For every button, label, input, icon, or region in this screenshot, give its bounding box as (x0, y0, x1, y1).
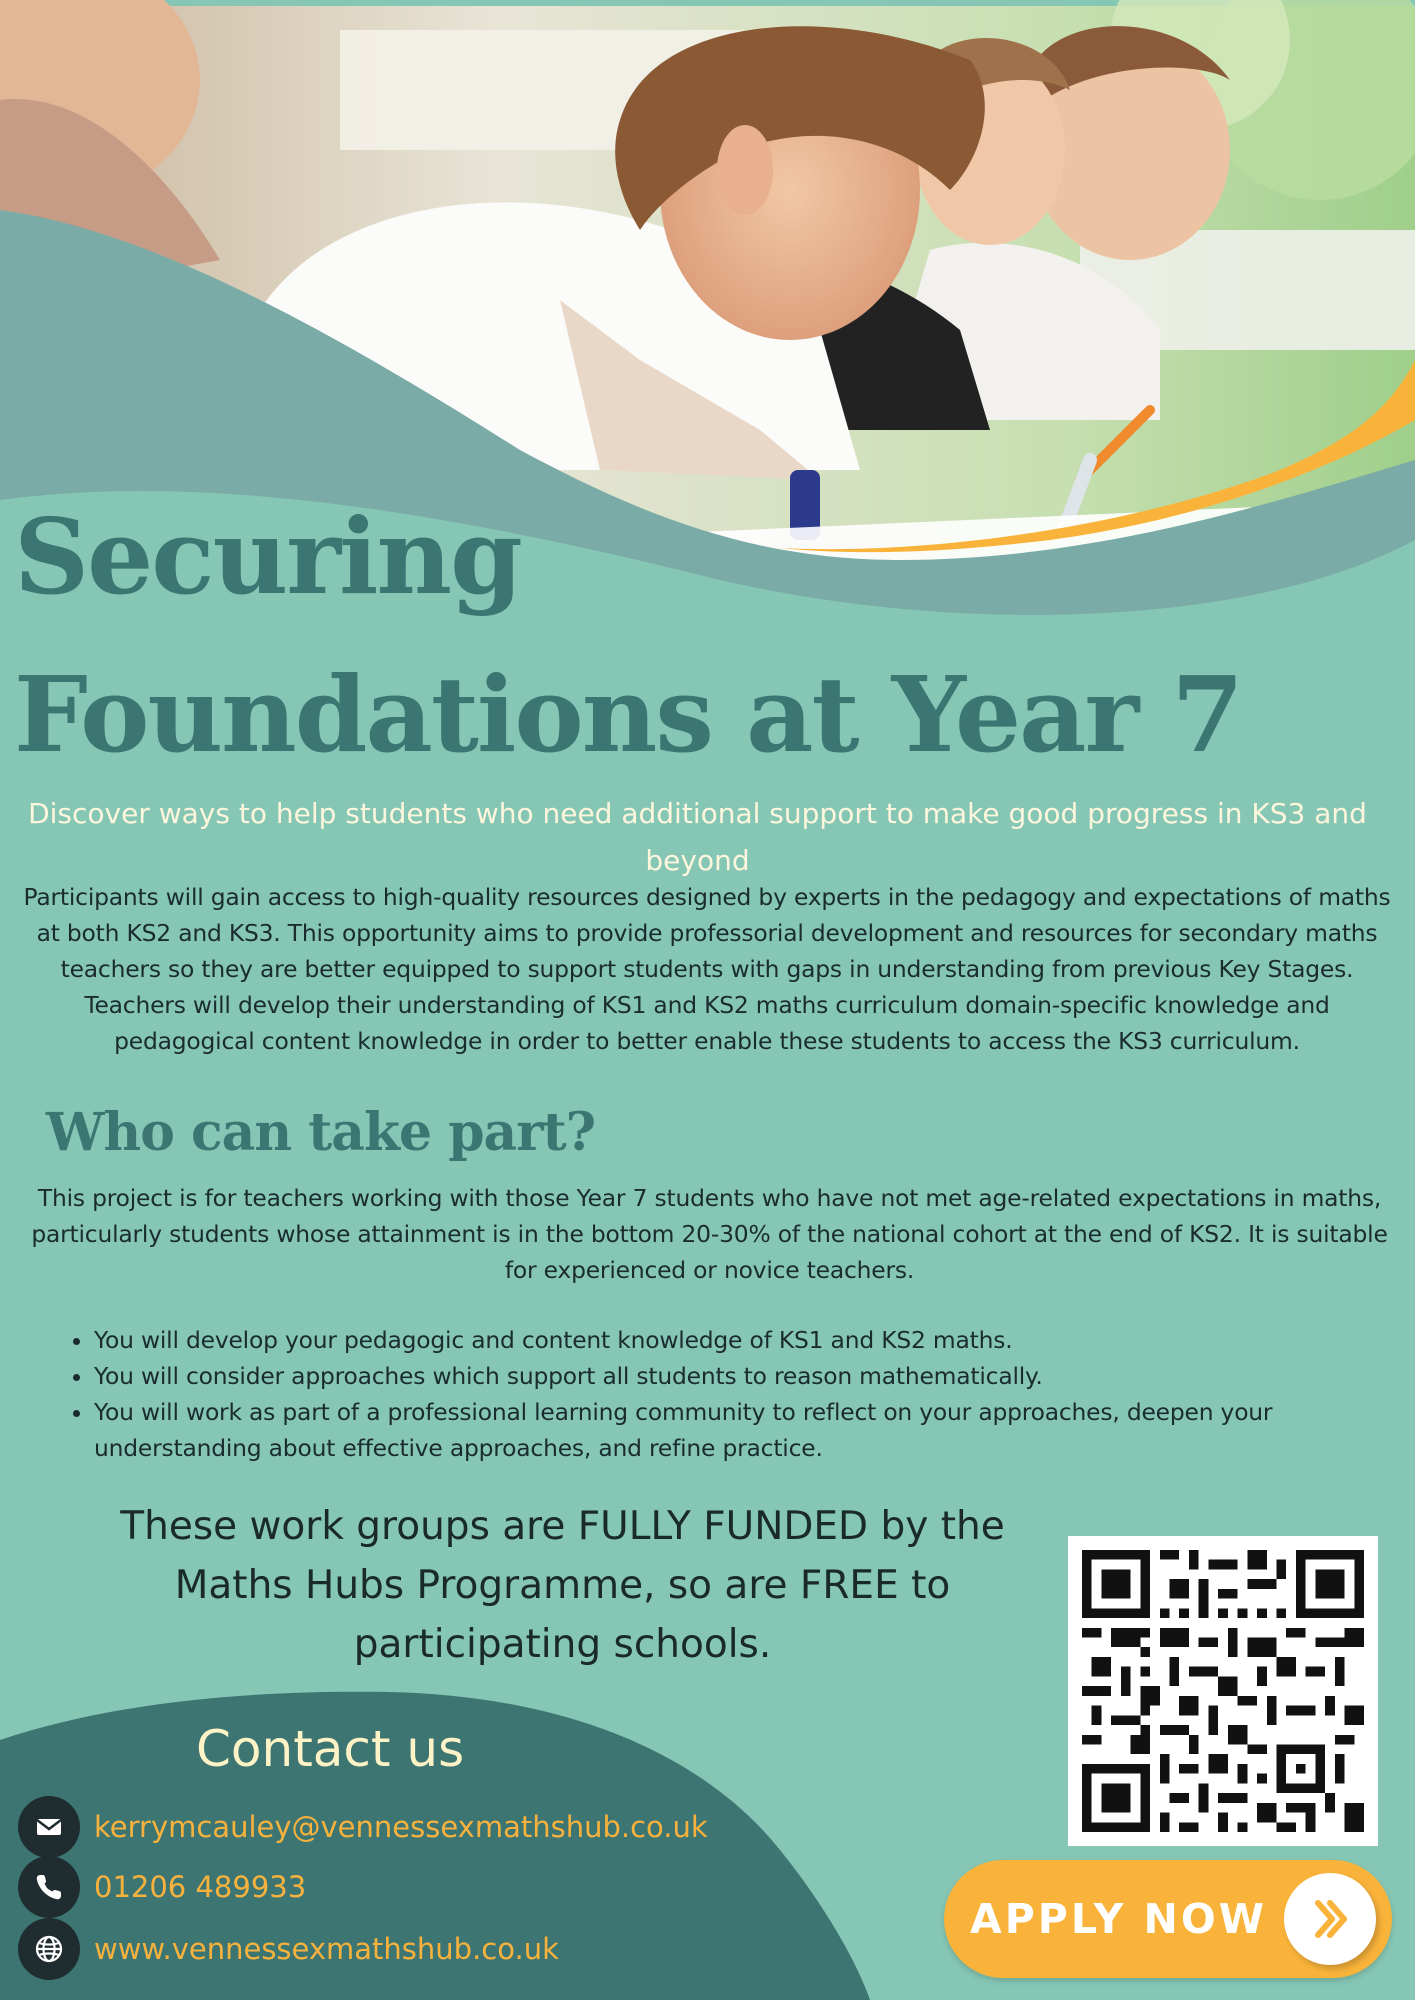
phone-icon (18, 1856, 80, 1918)
apply-arrow-circle (1284, 1873, 1376, 1965)
chevron-right-double-icon (1302, 1891, 1358, 1947)
apply-now-button[interactable] (944, 1860, 1392, 1978)
page-title (14, 478, 1404, 794)
globe-icon (18, 1918, 80, 1980)
website-link[interactable]: www.vennessexmathshub.co.uk (94, 1932, 559, 1966)
envelope-icon (18, 1796, 80, 1858)
intro-paragraph: Participants will gain access to high-quality resources designed by experts in the pedagogy and expectations of maths at both KS2 and KS3. This opportunity aims to provide professorial development and resources for secondary maths teachers so they are better equipped to support students with gaps in understanding from previous Key Stages. Teachers will develop their understanding of KS1 and KS2 maths curriculum domain-specific knowledge and pedagogical content knowledge in order to better enable these students to access the KS3 curriculum. (23, 883, 1391, 1055)
who-heading: Who can take part? (46, 1102, 596, 1163)
list-item: • You will work as part of a professional learning community to reflect on your approaches, deepen your understanding about effective approaches, and refine practice. (94, 1394, 1384, 1466)
funding-statement: These work groups are FULLY FUNDED by the Maths Hubs Programme, so are FREE to participating schools. (120, 1504, 1005, 1667)
apply-now-label: APPLY NOW (970, 1895, 1267, 1943)
contact-title: Contact us (196, 1720, 465, 1778)
list-item: • You will consider approaches which support all students to reason mathematically. (94, 1358, 1384, 1394)
list-item: • You will develop your pedagogic and content knowledge of KS1 and KS2 maths. (94, 1322, 1384, 1358)
contact-email-row (18, 1796, 778, 1858)
email-link[interactable]: kerrymcauley@vennessexmathshub.co.uk (94, 1810, 708, 1844)
phone-link[interactable]: 01206 489933 (94, 1870, 307, 1904)
title-line-2: Foundations at Year 7 (14, 653, 1242, 776)
who-paragraph: This project is for teachers working with those Year 7 students who have not met age-related expectations in maths, particularly students whose attainment is in the bottom 20-30% of the national cohort at the end of KS2. It is suitable for experienced or novice teachers. (31, 1184, 1388, 1284)
contact-phone-row (18, 1856, 778, 1918)
contact-website-row (18, 1918, 778, 1980)
title-line-1: Securing (14, 495, 521, 618)
benefits-list (60, 1322, 1384, 1466)
subtitle: Discover ways to help students who need additional support to make good progress in KS3 and beyond (28, 797, 1367, 877)
